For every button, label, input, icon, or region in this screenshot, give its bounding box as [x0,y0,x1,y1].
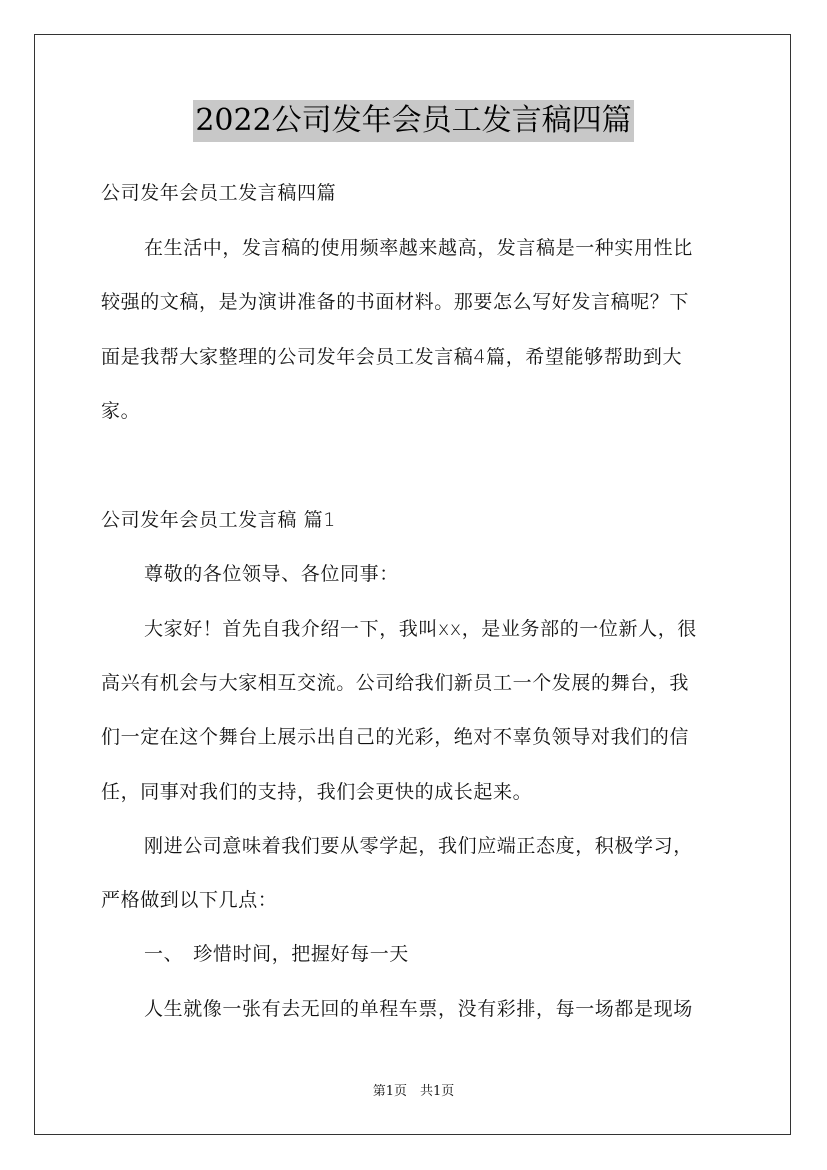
paragraph-line: 严格做到以下几点： [101,889,278,911]
intro-line: 较强的文稿，是为演讲准备的书面材料。那要怎么写好发言稿呢？下 [101,291,690,313]
intro-line: 在生活中，发言稿的使用频率越来越高，发言稿是一种实用性比 [144,237,693,259]
paragraph-line: 刚进公司意味着我们要从零学起，我们应端正态度，积极学习， [144,835,693,857]
document-title: 2022公司发年会员工发言稿四篇 [193,100,633,142]
intro-line: 家。 [101,400,141,422]
section-heading: 公司发年会员工发言稿 篇1 [101,509,336,531]
page-footer: 第1页 共1页 [372,1084,455,1099]
intro-line: 面是我帮大家整理的公司发年会员工发言稿4篇，希望能够帮助到大 [101,346,683,368]
paragraph-line: 们一定在这个舞台上展示出自己的光彩，绝对不辜负领导对我们的信 [101,726,690,748]
subtitle: 公司发年会员工发言稿四篇 [101,182,337,204]
paragraph-line: 任，同事对我们的支持，我们会更快的成长起来。 [101,781,533,803]
paragraph-line: 人生就像一张有去无回的单程车票，没有彩排，每一场都是现场 [144,998,693,1020]
title-container [0,100,827,142]
greeting: 尊敬的各位领导、各位同事： [144,563,399,585]
paragraph-line: 高兴有机会与大家相互交流。公司给我们新员工一个发展的舞台，我 [101,672,690,694]
point-heading: 一、 珍惜时间，把握好每一天 [144,943,409,965]
paragraph-line: 大家好！首先自我介绍一下，我叫xx，是业务部的一位新人，很 [144,618,697,640]
